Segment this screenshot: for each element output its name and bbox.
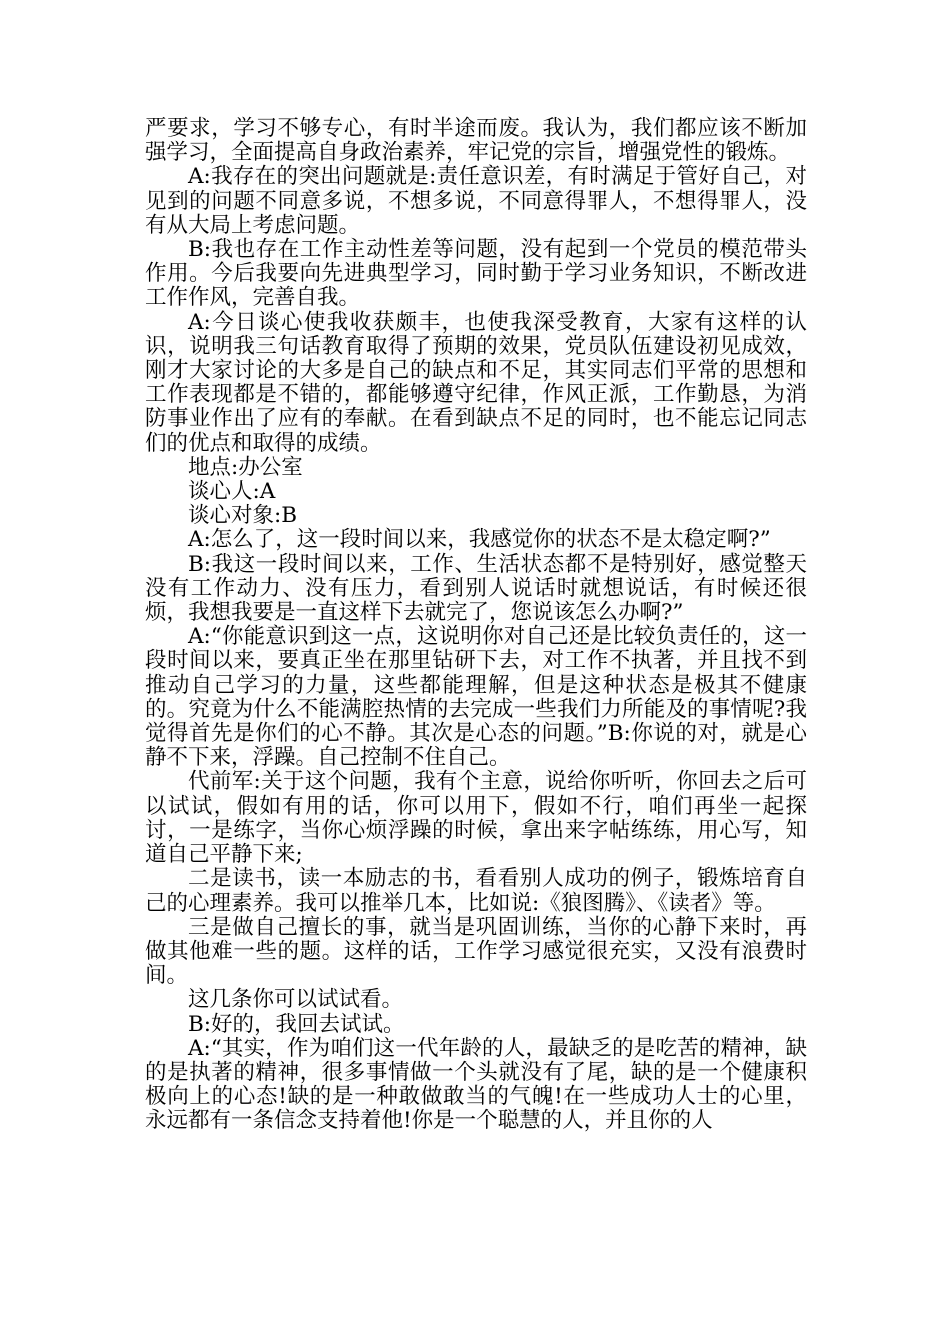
paragraph: 地点:办公室 [188, 454, 303, 480]
paragraph: 谈心人:A [188, 479, 276, 505]
paragraph: A:怎么了，这一段时间以来，我感觉你的状态不是太稳定啊?” [188, 527, 771, 553]
paragraph: A:“其实，作为咱们这一代年龄的人，最缺乏的是吃苦的精神，缺的是执著的精神，很多事情做一个头就没有了尾，缺的是一个健康积极向上的心态!缺的是一种敢做敢当的气魄!在一些成功人士的心里，永远都有一条信念支持着他!你是一个聪慧的人，并且你的人 [145, 1035, 807, 1134]
paragraph: A:今日谈心使我收获颇丰，也使我深受教育，大家有这样的认识，说明我三句话教育取得了预期的效果，党员队伍建设初见成效，刚才大家讨论的大多是自己的缺点和不足，其实同志们平常的思想和工作表现都是不错的，都能够遵守纪律，作风正派，工作勤恳，为消防事业作出了应有的奉献。在看到缺点不足的同时，也不能忘记同志们的优点和取得的成绩。 [145, 309, 807, 456]
paragraph: 代前军:关于这个问题，我有个主意，说给你听听，你回去之后可以试试，假如有用的话，你可以用下，假如不行，咱们再坐一起探讨，一是练字，当你心烦浮躁的时候，拿出来字帖练练，用心写，知道自己平静下来; [145, 769, 807, 868]
paragraph: B:我也存在工作主动性差等问题，没有起到一个党员的模范带头作用。今后我要向先进典型学习，同时勤于学习业务知识，不断改进工作作风，完善自我。 [145, 237, 807, 311]
paragraph: 谈心对象:B [188, 503, 298, 529]
paragraph: A:我存在的突出问题就是:责任意识差，有时满足于管好自己，对见到的问题不同意多说，不想多说，不同意得罪人，不想得罪人，没有从大局上考虑问题。 [145, 164, 807, 238]
paragraph: A:“你能意识到这一点，这说明你对自己还是比较负责任的，这一段时间以来，要真正坐在那里钻研下去，对工作不执著，并且找不到推动自己学习的力量，这些都能理解，但是这种状态是极其不健康的。究竟为什么不能满腔热情的去完成一些我们力所能及的事情呢?我觉得首先是你们的心不静。其次是心态的问题。”B:你说的对，就是心静不下来，浮躁。自己控制不住自己。 [145, 624, 807, 771]
paragraph: 二是读书，读一本励志的书，看看别人成功的例子，锻炼培育自己的心理素养。我可以推举几本，比如说:《狼图腾》、《读者》等。 [145, 866, 807, 916]
paragraph: 严要求，学习不够专心，有时半途而废。我认为，我们都应该不断加强学习，全面提高自身政治素养，牢记党的宗旨，增强党性的锻炼。 [145, 116, 807, 166]
paragraph: B:好的，我回去试试。 [188, 1011, 405, 1037]
paragraph: 三是做自己擅长的事，就当是巩固训练，当你的心静下来时，再做其他难一些的题。这样的话，工作学习感觉很充实，又没有浪费时间。 [145, 914, 807, 989]
paragraph: B:我这一段时间以来，工作、生活状态都不是特别好，感觉整天没有工作动力、没有压力，看到别人说话时就想说话，有时候还很烦，我想我要是一直这样下去就完了，您说该怎么办啊?” [145, 551, 807, 626]
paragraph: 这几条你可以试试看。 [188, 987, 404, 1013]
document-body [145, 117, 807, 1134]
